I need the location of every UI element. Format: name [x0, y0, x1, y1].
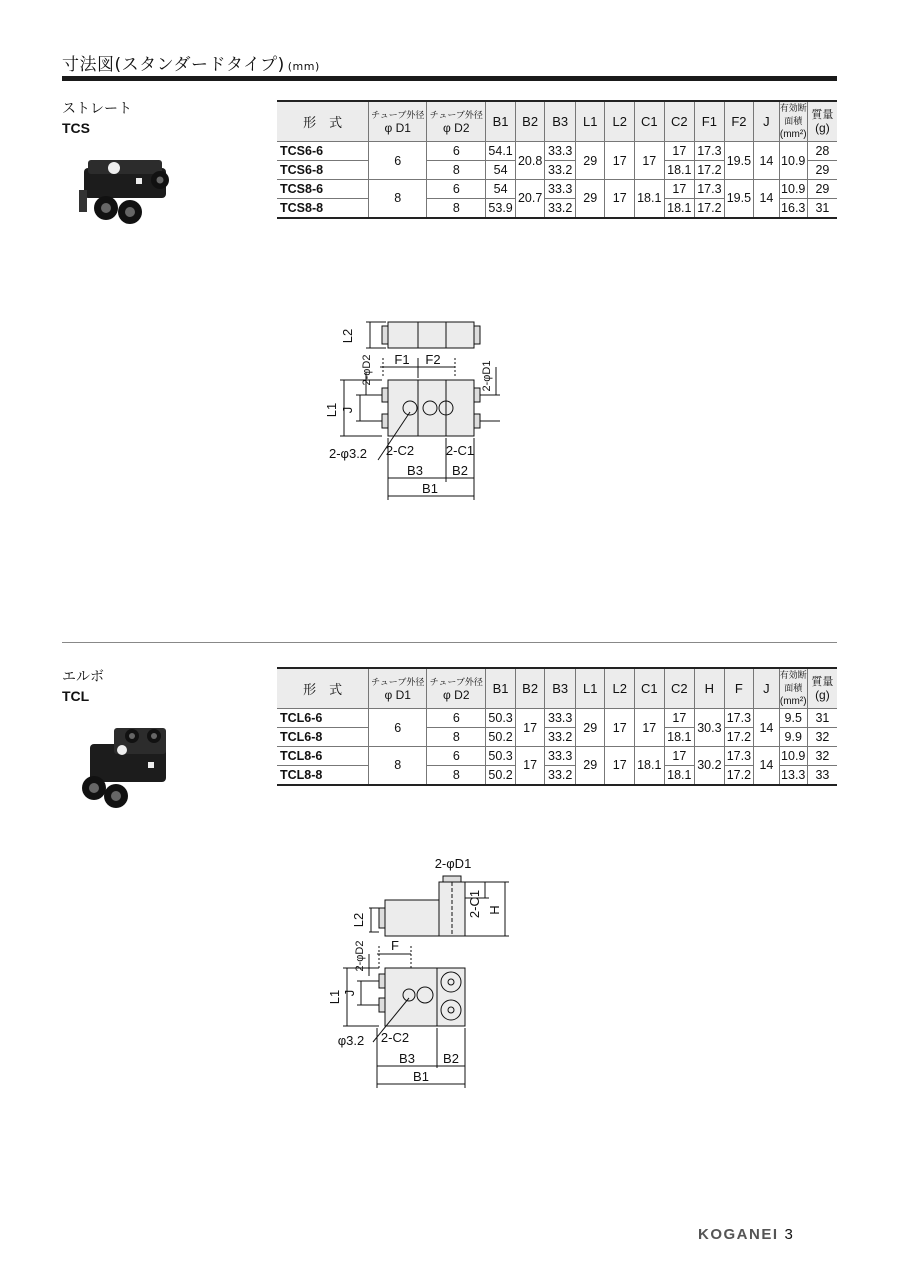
dim-label-l1: L1 [327, 989, 342, 1005]
col-header-b2: B2 [515, 101, 545, 142]
f-cell: 17.3 [724, 747, 754, 766]
l1-cell: 29 [575, 180, 605, 218]
c2-cell: 18.1 [664, 766, 695, 785]
dim-label-f2: F2 [425, 352, 441, 367]
mass-cell: 29 [807, 161, 837, 180]
b2-cell: 17 [515, 709, 545, 747]
d2-cell: 8 [427, 199, 486, 218]
table-header-row [277, 101, 837, 142]
col-header-f: F [724, 668, 754, 709]
model-cell: TCS6-8 [277, 161, 369, 180]
dimension-drawing-tcs [320, 312, 520, 507]
f1-cell: 17.2 [695, 161, 725, 180]
model-cell: TCS6-6 [277, 142, 369, 161]
col-header-l2: L2 [605, 668, 635, 709]
dim-label-hole: 2-φ3.2 [328, 446, 368, 461]
table-row [277, 766, 837, 785]
col-header-area: 有効断面積 (mm²) [779, 670, 807, 707]
col-header-l1: L1 [575, 668, 605, 709]
model-cell: TCL8-8 [277, 766, 369, 785]
f1-cell: 17.3 [695, 142, 725, 161]
area-cell: 9.5 [779, 709, 807, 728]
area-cell: 10.9 [779, 747, 807, 766]
d2-cell: 6 [427, 747, 486, 766]
b1-cell: 50.3 [486, 709, 516, 728]
product-name-jp: エルボ [62, 669, 104, 685]
spec-table-tcl [277, 667, 837, 786]
model-cell: TCS8-6 [277, 180, 369, 199]
dim-label-j: J [342, 989, 357, 997]
c1-cell: 17 [635, 709, 665, 747]
col-header-c1: C1 [635, 101, 665, 142]
d2-cell: 8 [427, 161, 486, 180]
b3-cell: 33.3 [545, 709, 576, 728]
table-row [277, 747, 837, 766]
c1-cell: 18.1 [635, 747, 665, 785]
table-row [277, 709, 837, 728]
j-cell: 14 [754, 709, 779, 747]
product-name-jp: ストレート [62, 101, 132, 117]
col-header-d1: チューブ外径 φ D1 [369, 101, 427, 142]
b2-cell: 17 [515, 747, 545, 785]
section-divider [62, 642, 837, 643]
product-photo-tcl [72, 722, 180, 814]
dim-label-c2: 2-C2 [385, 443, 415, 458]
col-header-d2: チューブ外径 φ D2 [427, 668, 486, 709]
dim-label-b2: B2 [452, 463, 468, 478]
b3-cell: 33.3 [545, 747, 576, 766]
col-header-mass: 質量 (g) [807, 101, 837, 142]
c2-cell: 17 [664, 180, 695, 199]
brand-logo: KOGANEI [698, 1226, 779, 1243]
d2-cell: 6 [427, 709, 486, 728]
b3-cell: 33.2 [545, 728, 576, 747]
c2-cell: 17 [664, 709, 695, 728]
page-number: 3 [784, 1226, 793, 1243]
product-photo-tcs [74, 150, 174, 230]
c2-cell: 18.1 [664, 728, 695, 747]
j-cell: 14 [754, 142, 779, 180]
product-code: TCS [62, 120, 90, 136]
col-header-f1: F1 [695, 101, 725, 142]
l2-cell: 17 [605, 142, 635, 180]
col-header-b3: B3 [545, 668, 576, 709]
dim-label-hole: φ3.2 [337, 1033, 365, 1048]
f-cell: 17.2 [724, 766, 754, 785]
dim-label-b1: B1 [422, 481, 438, 496]
l2-cell: 17 [605, 747, 635, 785]
d1-cell: 8 [369, 747, 427, 785]
f2-cell: 19.5 [724, 142, 754, 180]
product-code: TCL [62, 688, 90, 704]
d1-cell: 8 [369, 180, 427, 218]
b3-cell: 33.2 [545, 161, 576, 180]
b3-cell: 33.2 [545, 199, 576, 218]
mass-cell: 32 [807, 747, 837, 766]
col-header-d1: チューブ外径 φ D1 [369, 668, 427, 709]
col-header-mass: 質量 (g) [807, 668, 837, 709]
dim-label-d1: 2-φD1 [434, 856, 472, 871]
dim-label-l1: L1 [324, 402, 339, 418]
table-row [277, 180, 837, 199]
f-cell: 17.2 [724, 728, 754, 747]
b3-cell: 33.3 [545, 180, 576, 199]
col-header-l2: L2 [605, 101, 635, 142]
col-header-area: 有効断面積 (mm²) [779, 103, 807, 140]
c2-cell: 17 [664, 747, 695, 766]
table-row [277, 728, 837, 747]
d2-cell: 6 [427, 180, 486, 199]
b1-cell: 54 [486, 180, 516, 199]
c2-cell: 18.1 [664, 161, 695, 180]
b1-cell: 50.3 [486, 747, 516, 766]
dim-label-f: F [391, 938, 399, 953]
col-header-c2: C2 [664, 668, 695, 709]
col-header-d2: チューブ外径 φ D2 [427, 101, 486, 142]
b3-cell: 33.3 [545, 142, 576, 161]
col-header-c1: C1 [635, 668, 665, 709]
j-cell: 14 [754, 180, 779, 218]
col-header-c2: C2 [664, 101, 695, 142]
d2-cell: 8 [427, 766, 486, 785]
f-cell: 17.3 [724, 709, 754, 728]
l1-cell: 29 [575, 142, 605, 180]
dim-label-c1: 2-C1 [467, 889, 482, 919]
b2-cell: 20.8 [515, 142, 545, 180]
mass-cell: 32 [807, 728, 837, 747]
dim-label-h: H [487, 905, 502, 915]
page-title [62, 50, 320, 75]
b1-cell: 50.2 [486, 728, 516, 747]
page-title-text: 寸法図(スタンダードタイプ) [62, 55, 285, 75]
model-cell: TCL6-6 [277, 709, 369, 728]
col-header-l1: L1 [575, 101, 605, 142]
model-cell: TCL8-6 [277, 747, 369, 766]
area-cell: 13.3 [779, 766, 807, 785]
dim-label-b3: B3 [399, 1051, 415, 1066]
mass-cell: 28 [807, 142, 837, 161]
col-header-j: J [754, 101, 779, 142]
spec-table-tcs [277, 100, 837, 219]
b2-cell: 20.7 [515, 180, 545, 218]
mass-cell: 33 [807, 766, 837, 785]
d1-cell: 6 [369, 142, 427, 180]
b1-cell: 53.9 [486, 199, 516, 218]
d1-cell: 6 [369, 709, 427, 747]
f1-cell: 17.3 [695, 180, 725, 199]
col-header-h: H [695, 668, 725, 709]
dim-label-b3: B3 [407, 463, 423, 478]
area-cell: 10.9 [779, 142, 807, 180]
col-header-j: J [754, 668, 779, 709]
col-header-b3: B3 [545, 101, 576, 142]
f1-cell: 17.2 [695, 199, 725, 218]
dim-label-d2: 2-φD2 [361, 354, 373, 386]
col-header-model: 形 式 [277, 101, 369, 142]
d2-cell: 8 [427, 728, 486, 747]
area-cell: 10.9 [779, 180, 807, 199]
c2-cell: 17 [664, 142, 695, 161]
h-cell: 30.2 [695, 747, 725, 785]
c1-cell: 17 [635, 142, 665, 180]
b1-cell: 54.1 [486, 142, 516, 161]
col-header-b2: B2 [515, 668, 545, 709]
page-title-unit: (mm) [287, 60, 320, 73]
dim-label-j: J [340, 406, 355, 414]
col-header-b1: B1 [486, 668, 516, 709]
mass-cell: 29 [807, 180, 837, 199]
dimension-drawing-tcl [325, 852, 525, 1092]
d2-cell: 6 [427, 142, 486, 161]
product-name-tcs [62, 100, 132, 138]
title-rule [62, 76, 837, 81]
dim-label-b1: B1 [413, 1069, 429, 1084]
table-header-row [277, 668, 837, 709]
dim-label-d1: 2-φD1 [481, 360, 493, 392]
area-cell: 9.9 [779, 728, 807, 747]
dim-label-f1: F1 [394, 352, 410, 367]
area-cell: 16.3 [779, 199, 807, 218]
l2-cell: 17 [605, 180, 635, 218]
dim-label-d2: 2-φD2 [354, 940, 366, 972]
mass-cell: 31 [807, 199, 837, 218]
col-header-b1: B1 [486, 101, 516, 142]
dim-label-b2: B2 [443, 1051, 459, 1066]
dim-label-c2: 2-C2 [380, 1030, 410, 1045]
col-header-f2: F2 [724, 101, 754, 142]
page-footer [698, 1226, 793, 1244]
model-cell: TCS8-8 [277, 199, 369, 218]
f2-cell: 19.5 [724, 180, 754, 218]
c1-cell: 18.1 [635, 180, 665, 218]
mass-cell: 31 [807, 709, 837, 728]
l2-cell: 17 [605, 709, 635, 747]
l1-cell: 29 [575, 709, 605, 747]
b1-cell: 50.2 [486, 766, 516, 785]
c2-cell: 18.1 [664, 199, 695, 218]
col-header-model: 形 式 [277, 668, 369, 709]
model-cell: TCL6-8 [277, 728, 369, 747]
j-cell: 14 [754, 747, 779, 785]
b3-cell: 33.2 [545, 766, 576, 785]
l1-cell: 29 [575, 747, 605, 785]
dim-label-c1: 2-C1 [445, 443, 475, 458]
dim-label-l2: L2 [340, 328, 355, 344]
b1-cell: 54 [486, 161, 516, 180]
h-cell: 30.3 [695, 709, 725, 747]
table-row [277, 142, 837, 161]
product-name-tcl [62, 668, 104, 706]
dim-label-l2: L2 [351, 912, 366, 928]
